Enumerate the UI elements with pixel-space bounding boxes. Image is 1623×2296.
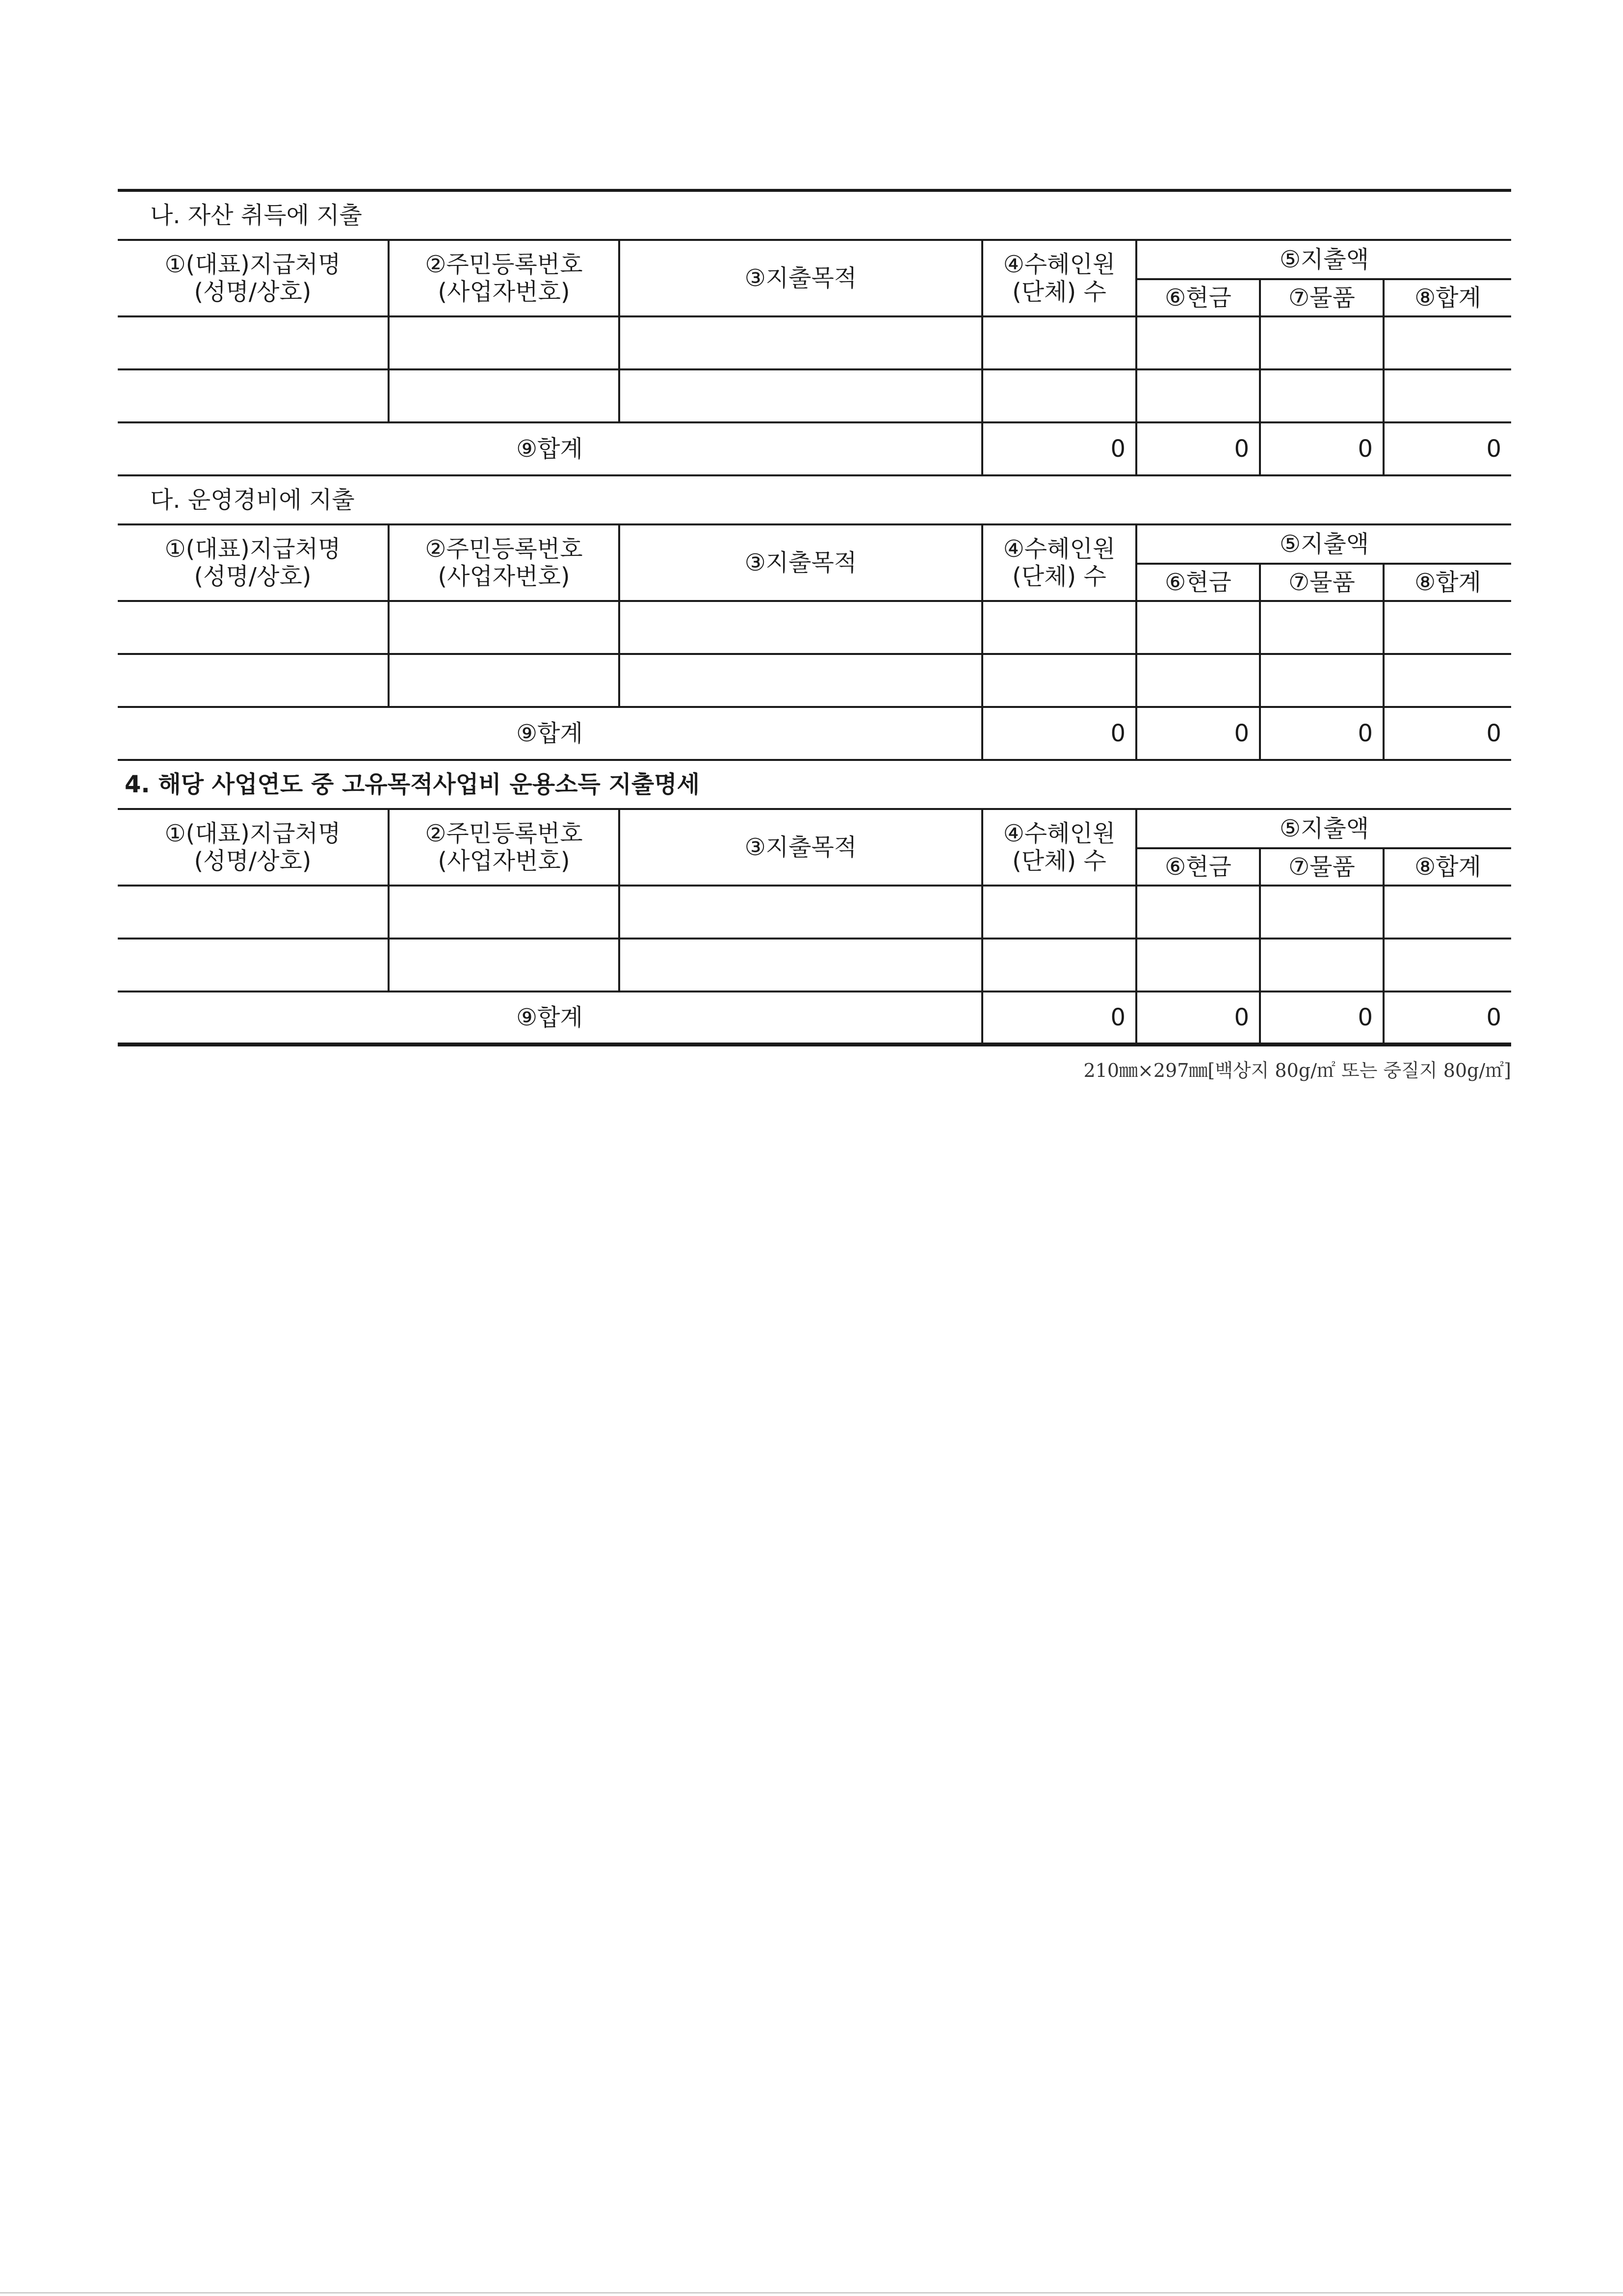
header-regno: ②주민등록번호 (사업자번호): [389, 524, 619, 601]
header-purpose: ③지출목적: [619, 524, 982, 601]
header-cash: ⑥현금: [1136, 279, 1260, 316]
table-row: [118, 654, 1511, 707]
table-row: [118, 886, 1511, 939]
cell-beneficiaries[interactable]: [982, 316, 1136, 369]
table-operating-income-expense: [118, 808, 1511, 1046]
total-row: [118, 422, 1511, 475]
cell-payer[interactable]: [118, 316, 389, 369]
header-amount: ⑤지출액: [1136, 524, 1511, 564]
header-purpose: ③지출목적: [619, 240, 982, 316]
total-sum: 0: [1384, 707, 1511, 760]
cell-goods[interactable]: [1260, 601, 1384, 654]
page-bottom-line: [0, 2292, 1623, 2294]
header-amount: ⑤지출액: [1136, 809, 1511, 848]
cell-subtotal[interactable]: [1384, 939, 1511, 991]
cell-beneficiaries[interactable]: [982, 369, 1136, 422]
header-payer: ①(대표)지급처명 (성명/상호): [118, 240, 389, 316]
total-beneficiaries: 0: [982, 422, 1136, 475]
cell-goods[interactable]: [1260, 316, 1384, 369]
cell-cash[interactable]: [1136, 316, 1260, 369]
table-row: [118, 316, 1511, 369]
cell-cash[interactable]: [1136, 369, 1260, 422]
cell-subtotal[interactable]: [1384, 316, 1511, 369]
cell-payer[interactable]: [118, 939, 389, 991]
cell-regno[interactable]: [389, 654, 619, 707]
expense-form: [118, 189, 1511, 1082]
header-subtotal: ⑧합계: [1384, 279, 1511, 316]
header-purpose: ③지출목적: [619, 809, 982, 886]
header-subtotal: ⑧합계: [1384, 564, 1511, 601]
total-sum: 0: [1384, 422, 1511, 475]
section-title-operating-income: 4. 해당 사업연도 중 고유목적사업비 운용소득 지출명세: [125, 771, 700, 798]
cell-subtotal[interactable]: [1384, 601, 1511, 654]
cell-beneficiaries[interactable]: [982, 601, 1136, 654]
cell-cash[interactable]: [1136, 654, 1260, 707]
header-amount: ⑤지출액: [1136, 240, 1511, 279]
cell-cash[interactable]: [1136, 601, 1260, 654]
cell-beneficiaries[interactable]: [982, 939, 1136, 991]
cell-purpose[interactable]: [619, 654, 982, 707]
cell-purpose[interactable]: [619, 601, 982, 654]
table-row: [118, 601, 1511, 654]
total-cash: 0: [1136, 991, 1260, 1044]
cell-goods[interactable]: [1260, 886, 1384, 939]
header-beneficiaries: ④수혜인원 (단체) 수: [982, 524, 1136, 601]
header-beneficiaries: ④수혜인원 (단체) 수: [982, 240, 1136, 316]
cell-regno[interactable]: [389, 601, 619, 654]
cell-subtotal[interactable]: [1384, 654, 1511, 707]
section-title-operating: 다. 운영경비에 지출: [150, 486, 355, 514]
header-subtotal: ⑧합계: [1384, 848, 1511, 886]
cell-purpose[interactable]: [619, 316, 982, 369]
cell-payer[interactable]: [118, 369, 389, 422]
paper-spec-footnote: 210㎜×297㎜[백상지 80g/㎡ 또는 중질지 80g/㎡]: [1083, 1060, 1511, 1081]
total-label: ⑨합계: [118, 991, 982, 1044]
table-row: [118, 939, 1511, 991]
total-goods: 0: [1260, 422, 1384, 475]
cell-purpose[interactable]: [619, 369, 982, 422]
cell-regno[interactable]: [389, 939, 619, 991]
section-title-asset: 나. 자산 취득에 지출: [150, 202, 362, 229]
header-cash: ⑥현금: [1136, 848, 1260, 886]
cell-subtotal[interactable]: [1384, 886, 1511, 939]
total-goods: 0: [1260, 991, 1384, 1044]
cell-goods[interactable]: [1260, 369, 1384, 422]
total-row: [118, 991, 1511, 1044]
total-goods: 0: [1260, 707, 1384, 760]
cell-regno[interactable]: [389, 369, 619, 422]
total-sum: 0: [1384, 991, 1511, 1044]
cell-regno[interactable]: [389, 886, 619, 939]
header-cash: ⑥현금: [1136, 564, 1260, 601]
cell-payer[interactable]: [118, 654, 389, 707]
total-beneficiaries: 0: [982, 707, 1136, 760]
cell-cash[interactable]: [1136, 939, 1260, 991]
total-label: ⑨합계: [118, 707, 982, 760]
cell-purpose[interactable]: [619, 886, 982, 939]
total-cash: 0: [1136, 707, 1260, 760]
total-row: [118, 707, 1511, 760]
cell-beneficiaries[interactable]: [982, 654, 1136, 707]
header-payer: ①(대표)지급처명 (성명/상호): [118, 809, 389, 886]
total-label: ⑨합계: [118, 422, 982, 475]
table-row: [118, 369, 1511, 422]
table-asset-expense: [118, 239, 1511, 476]
header-goods: ⑦물품: [1260, 279, 1384, 316]
header-goods: ⑦물품: [1260, 848, 1384, 886]
table-operating-expense: [118, 523, 1511, 761]
total-beneficiaries: 0: [982, 991, 1136, 1044]
cell-regno[interactable]: [389, 316, 619, 369]
cell-payer[interactable]: [118, 601, 389, 654]
cell-beneficiaries[interactable]: [982, 886, 1136, 939]
header-goods: ⑦물품: [1260, 564, 1384, 601]
header-payer: ①(대표)지급처명 (성명/상호): [118, 524, 389, 601]
cell-subtotal[interactable]: [1384, 369, 1511, 422]
cell-goods[interactable]: [1260, 939, 1384, 991]
total-cash: 0: [1136, 422, 1260, 475]
cell-purpose[interactable]: [619, 939, 982, 991]
cell-payer[interactable]: [118, 886, 389, 939]
cell-cash[interactable]: [1136, 886, 1260, 939]
header-regno: ②주민등록번호 (사업자번호): [389, 240, 619, 316]
cell-goods[interactable]: [1260, 654, 1384, 707]
header-beneficiaries: ④수혜인원 (단체) 수: [982, 809, 1136, 886]
header-regno: ②주민등록번호 (사업자번호): [389, 809, 619, 886]
